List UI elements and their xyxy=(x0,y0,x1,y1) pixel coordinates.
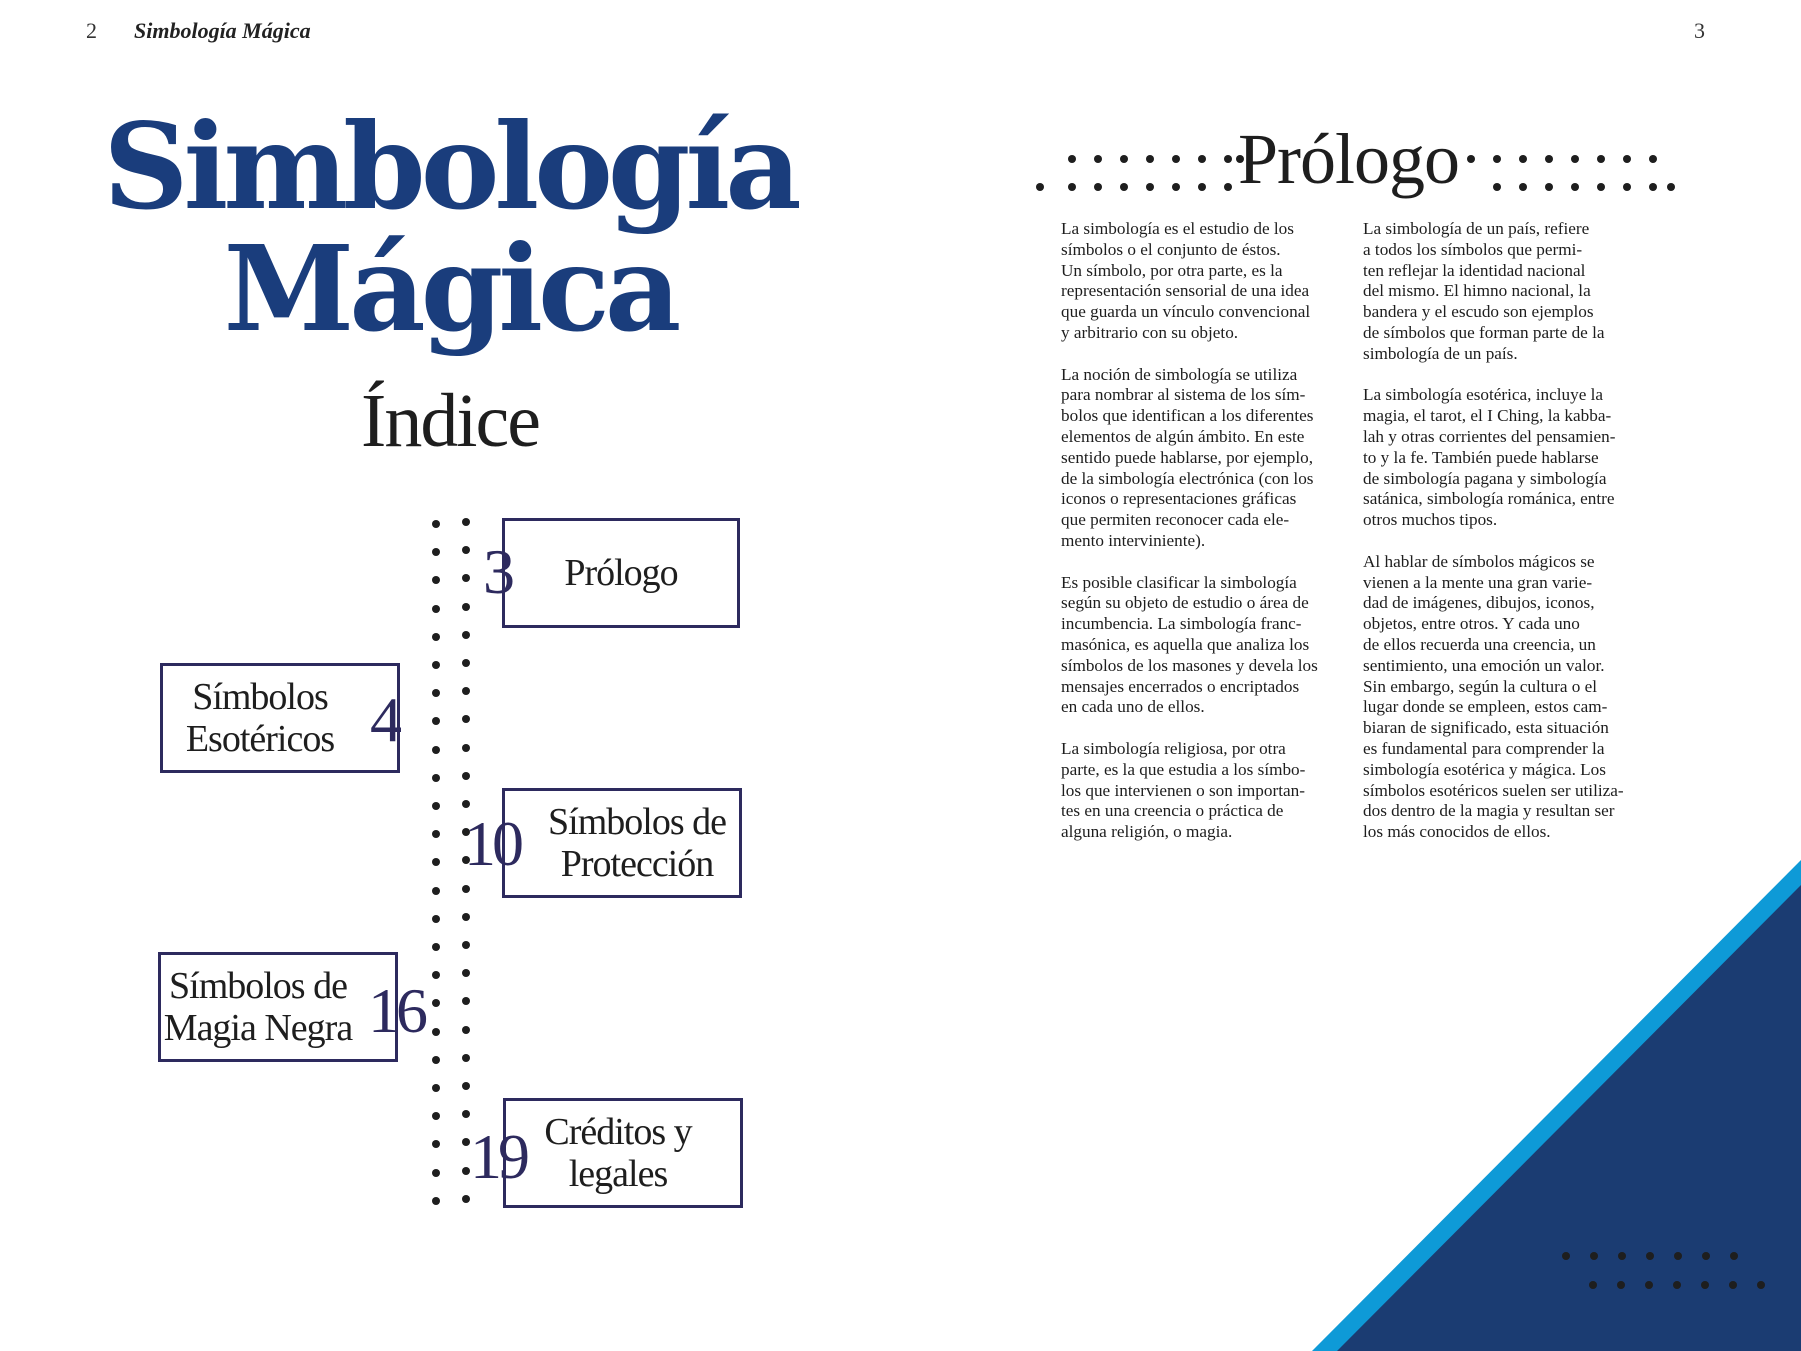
decorative-dot xyxy=(1617,1281,1625,1289)
decorative-dot xyxy=(1562,1252,1570,1260)
index-heading: Índice xyxy=(361,379,539,463)
index-entry-label: Créditos y legales xyxy=(544,1111,692,1195)
paragraph: La simbología religiosa, por otra parte, es la que estudia a los símbo- los que intervienen o son importan- tes en una creencia o práctica de alguna religión, o magia. xyxy=(1061,738,1306,842)
index-entry-page-number: 3 xyxy=(483,536,511,607)
decorative-dot xyxy=(1645,1281,1653,1289)
book-title-line2: Mágica xyxy=(223,219,677,358)
index-entry-page-number: 16 xyxy=(368,975,424,1046)
book-title-line1: Simbología xyxy=(103,97,797,236)
paragraph: Es posible clasificar la simbología según su objeto de estudio o área de incumbencia. La simbología franc- masónica, es aquella que analiza los símbolos de los masones y devela los mensajes encerrados o encriptados en cada uno de ellos. xyxy=(1061,572,1318,717)
decorative-dot xyxy=(1701,1281,1709,1289)
paragraph: La noción de simbología se utiliza para nombrar al sistema de los sím- bolos que identifican a los diferentes elementos de algún ámbito. En este sentido puede hablarse, por ejemplo, de la simbología electrónica (con los iconos o representaciones gráficas que permiten reconocer cada ele- mento interviniente). xyxy=(1061,364,1314,550)
prologo-heading: Prólogo xyxy=(1238,119,1460,199)
left-page-number: 2 xyxy=(86,18,97,43)
paragraph: Al hablar de símbolos mágicos se vienen a la mente una gran varie- dad de imágenes, dibujos, iconos, objetos, entre otros. Y cada uno de ellos recuerda una creencia, un sentimiento, una emoción un valor. Sin embargo, según la cultura o el lugar donde se empleen, estos cam- biaran de significado, esta situación es fundamental para comprender la simbología esotérica y mágica. Los símbolos esotéricos suelen ser utiliza- dos dentro de la magia y resultan ser los más conocidos de ellos. xyxy=(1363,551,1624,842)
index-entry-label: Símbolos Esotéricos xyxy=(185,676,335,760)
index-entry-label: Símbolos de Protección xyxy=(548,801,726,885)
decorative-dot xyxy=(1646,1252,1654,1260)
right-page-number: 3 xyxy=(1694,18,1705,43)
paragraph: La simbología esotérica, incluye la magia, el tarot, el I Ching, la kabba- lah y otras corrientes del pensamien- to y la fe. También puede hablarse de simbología pagana y simbología satánica, simbología románica, entre otros muchos tipos. xyxy=(1363,385,1616,530)
decorative-dot xyxy=(1729,1281,1737,1289)
index-entry-page-number: 10 xyxy=(464,808,520,879)
decorative-dot xyxy=(1757,1281,1765,1289)
decorative-dot xyxy=(1589,1281,1597,1289)
decorative-dot xyxy=(1674,1252,1682,1260)
index-entry-page-number: 4 xyxy=(370,684,398,755)
paragraph: La simbología de un país, refiere a todos los símbolos que permi- ten reflejar la identidad nacional del mismo. El himno nacional, la bandera y el escudo son ejemplos de símbolos que forman parte de la simbología de un país. xyxy=(1363,219,1605,363)
decorative-dot xyxy=(1618,1252,1626,1260)
decorative-dot xyxy=(1730,1252,1738,1260)
paragraph: La simbología es el estudio de los símbolos o el conjunto de éstos. Un símbolo, por otra parte, es la representación sensorial de una idea que guarda un vínculo convencional y arbitrario con su objeto. xyxy=(1061,219,1311,342)
decorative-dot xyxy=(1702,1252,1710,1260)
running-title: Simbología Mágica xyxy=(134,18,311,43)
index-entry-label: Símbolos de Magia Negra xyxy=(163,965,353,1049)
decorative-dot xyxy=(1590,1252,1598,1260)
index-entry-page-number: 19 xyxy=(470,1121,526,1192)
decorative-dot xyxy=(1673,1281,1681,1289)
index-entry-label: Prólogo xyxy=(564,552,678,594)
